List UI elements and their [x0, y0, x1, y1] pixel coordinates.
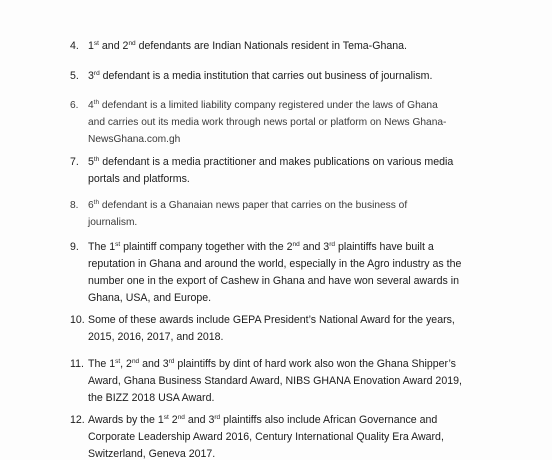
paragraph-number: 4.: [70, 40, 79, 52]
text-line: 3rd defendant is a media institution that carries out business of journalism.: [88, 70, 433, 82]
paragraph-body: [70, 68, 498, 85]
paragraph-number: 9.: [70, 241, 79, 253]
paragraph-body: [70, 197, 498, 231]
paragraph-number: 6.: [70, 100, 79, 111]
text-line: 2015, 2016, 2017, and 2018.: [88, 331, 224, 343]
text-line: 5th defendant is a media practitioner and makes publications on various media: [88, 156, 454, 168]
text-line: The 1st, 2nd and 3rd plaintiffs by dint of hard work also won the Ghana Shipper’s: [88, 358, 456, 370]
paragraph-number: 5.: [70, 70, 79, 82]
paragraph-6: [70, 97, 498, 148]
text-line: Ghana, USA, and Europe.: [88, 292, 212, 304]
paragraph-number: 8.: [70, 200, 79, 211]
paragraph-body: [70, 154, 498, 188]
paragraph-11: [70, 356, 498, 407]
text-line: Awards by the 1st 2nd and 3rd plaintiffs also include African Governance and: [88, 414, 438, 426]
paragraph-9: [70, 239, 498, 307]
text-line: NewsGhana.com.gh: [88, 134, 181, 145]
paragraph-number: 11.: [70, 358, 84, 370]
text-line: Award, Ghana Business Standard Award, NIBS GHANA Enovation Award 2019,: [88, 375, 462, 387]
text-line: the BIZZ 2018 USA Award.: [88, 392, 215, 404]
paragraph-body: [70, 97, 498, 148]
text-line: number one in the export of Cashew in Ghana and have won several awards in: [88, 275, 460, 287]
text-line: Some of these awards include GEPA President’s National Award for the years,: [88, 314, 455, 326]
paragraph-number: 12.: [70, 414, 85, 426]
text-line: 6th defendant is a Ghanaian news paper that carries on the business of: [88, 199, 408, 211]
text-line: and carries out its media work through news portal or platform on News Ghana-: [88, 117, 447, 128]
paragraph-12: [70, 412, 498, 463]
paragraph-8: [70, 197, 498, 231]
text-line: portals and platforms.: [88, 173, 190, 185]
text-line: Corporate Leadership Award 2016, Century International Quality Era Award,: [88, 431, 444, 443]
paragraph-body: [70, 239, 498, 307]
paragraph-4: [70, 38, 498, 55]
text-line: 4th defendant is a limited liability company registered under the laws of Ghana: [88, 99, 438, 111]
paragraph-number: 10.: [70, 314, 85, 326]
text-line: Switzerland, Geneva 2017.: [88, 448, 216, 460]
paragraph-body: [70, 312, 498, 346]
paragraph-10: [70, 312, 498, 346]
text-line: journalism.: [88, 217, 138, 228]
paragraph-body: [70, 412, 498, 463]
paragraph-body: [70, 38, 498, 55]
text-line: 1st and 2nd defendants are Indian Nationals resident in Tema-Ghana.: [88, 40, 407, 52]
paragraph-7: [70, 154, 498, 188]
paragraph-number: 7.: [70, 156, 79, 168]
paragraph-5: [70, 68, 498, 85]
paragraph-body: [70, 356, 498, 407]
text-line: reputation in Ghana and around the world, especially in the Agro industry as the: [88, 258, 462, 270]
text-line: The 1st plaintiff company together with the 2nd and 3rd plaintiffs have built a: [88, 241, 434, 253]
